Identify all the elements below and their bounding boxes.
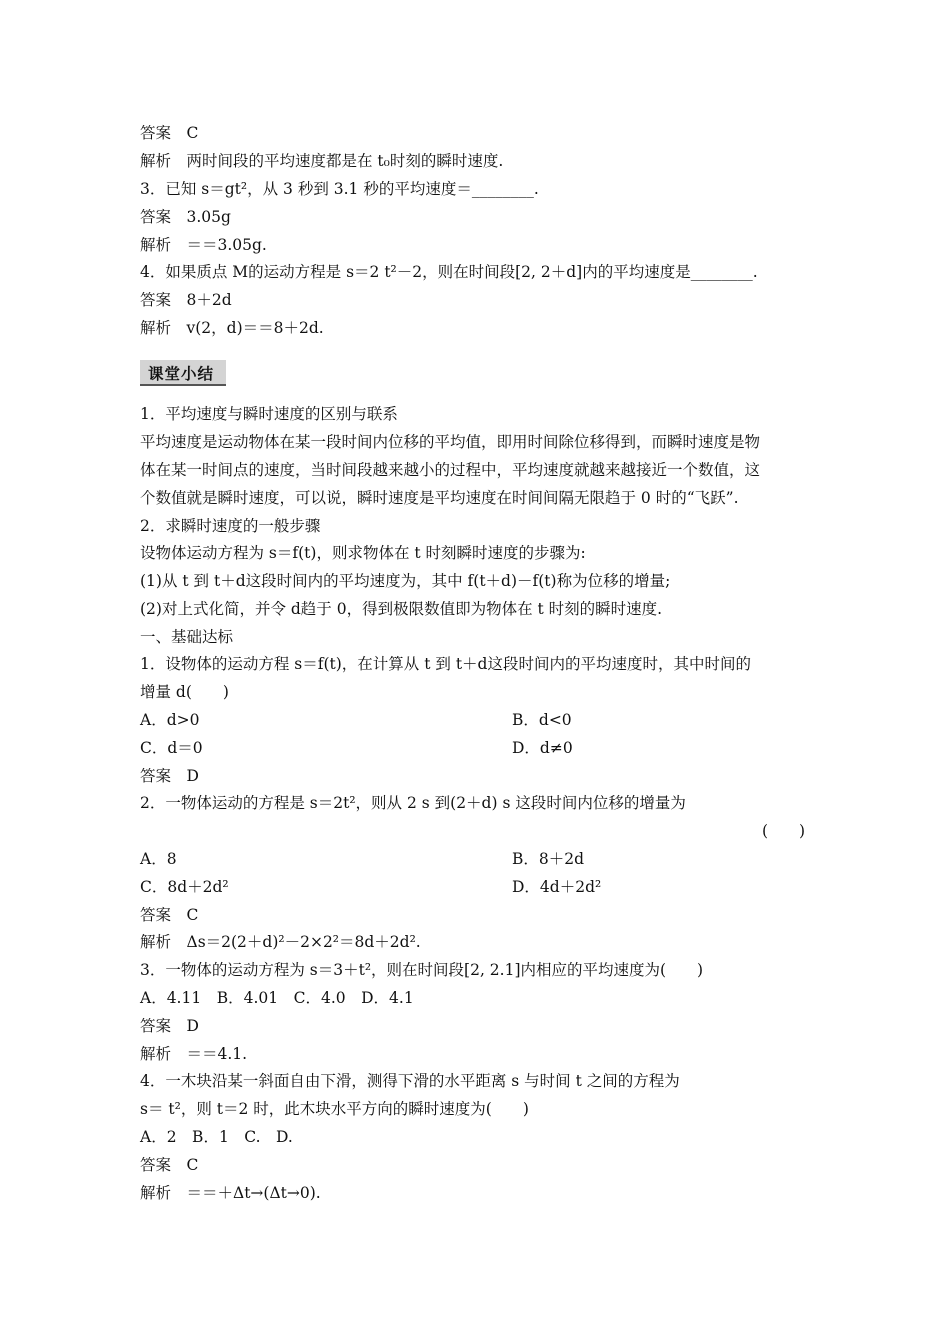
answer-line: 答案 8＋2d <box>140 291 232 309</box>
q1-option-c: C．d＝0 <box>140 739 203 757</box>
q4-analysis: 解析 ＝＝＋Δt→(Δt→0). <box>140 1184 321 1202</box>
q3-answer: 答案 D <box>140 1017 199 1035</box>
exercise-section-heading: 一、基础达标 <box>140 628 234 646</box>
summary-heading-2: 2．求瞬时速度的一般步骤 <box>140 517 321 535</box>
summary-paragraph: 个数值就是瞬时速度，可以说，瞬时速度是平均速度在时间间隔无限趋于 0 时的“飞跃”. <box>140 489 739 507</box>
q2-option-a: A．8 <box>140 850 177 868</box>
q4-answer: 答案 C <box>140 1156 199 1174</box>
q2-bracket: ( ) <box>762 822 806 840</box>
summary-step-1: (1)从 t 到 t＋d这段时间内的平均速度为，其中 f(t＋d)－f(t)称为位移的增量; <box>140 572 671 590</box>
summary-paragraph: 设物体运动方程为 s＝f(t)，则求物体在 t 时刻瞬时速度的步骤为: <box>140 544 586 562</box>
summary-step-2: (2)对上式化简，并令 d趋于 0，得到极限数值即为物体在 t 时刻的瞬时速度. <box>140 600 663 618</box>
summary-paragraph: 体在某一时间点的速度，当时间段越来越小的过程中，平均速度就越来越接近一个数值，这 <box>140 461 761 479</box>
q4-options: A．2 B．1 C. D. <box>140 1128 293 1146</box>
q2-option-b: B．8＋2d <box>512 850 585 868</box>
q2-analysis: 解析 Δs＝2(2＋d)²－2×2²＝8d＋2d². <box>140 933 421 951</box>
answer-line: 答案 C <box>140 124 199 142</box>
answer-line: 答案 3.05g <box>140 208 231 226</box>
q2-stem: 2．一物体运动的方程是 s＝2t²，则从 2 s 到(2＋d) s 这段时间内位移的增量为 <box>140 794 686 812</box>
q1-stem: 增量 d( ) <box>140 683 229 701</box>
q2-answer: 答案 C <box>140 906 199 924</box>
q3-stem: 3．一物体的运动方程为 s＝3＋t²，则在时间段[2, 2.1]内相应的平均速度为( ) <box>140 961 704 979</box>
q1-option-b: B．d<0 <box>512 711 572 729</box>
analysis-line: 解析 ＝＝3.05g. <box>140 236 267 254</box>
analysis-line: 解析 两时间段的平均速度都是在 t₀时刻的瞬时速度. <box>140 152 504 170</box>
section-title: 课堂小结 <box>148 365 215 383</box>
summary-paragraph: 平均速度是运动物体在某一段时间内位移的平均值，即用时间除位移得到，而瞬时速度是物 <box>140 433 761 451</box>
q2-option-d: D．4d＋2d² <box>512 878 602 896</box>
q2-option-c: C．8d＋2d² <box>140 878 229 896</box>
summary-heading-1: 1．平均速度与瞬时速度的区别与联系 <box>140 405 398 423</box>
question-4-stem: 4．如果质点 M的运动方程是 s＝2 t²－2，则在时间段[2, 2＋d]内的平均速度是________. <box>140 263 758 281</box>
q4-stem: s＝ t²，则 t＝2 时，此木块水平方向的瞬时速度为( ) <box>140 1100 529 1118</box>
q1-answer: 答案 D <box>140 767 199 785</box>
question-3-stem: 3．已知 s＝gt²，从 3 秒到 3.1 秒的平均速度＝________. <box>140 180 539 198</box>
q4-stem: 4．一木块沿某一斜面自由下滑，测得下滑的水平距离 s 与时间 t 之间的方程为 <box>140 1072 680 1090</box>
analysis-line: 解析 v(2，d)＝＝8＋2d. <box>140 319 324 337</box>
q3-analysis: 解析 ＝＝4.1. <box>140 1045 248 1063</box>
section-title-badge <box>140 360 226 386</box>
q1-option-d: D．d≠0 <box>512 739 573 757</box>
q1-option-a: A．d>0 <box>140 711 200 729</box>
q3-options: A．4.11 B．4.01 C．4.0 D．4.1 <box>140 989 414 1007</box>
q1-stem: 1．设物体的运动方程 s＝f(t)，在计算从 t 到 t＋d这段时间内的平均速度时，其中时间的 <box>140 655 751 673</box>
